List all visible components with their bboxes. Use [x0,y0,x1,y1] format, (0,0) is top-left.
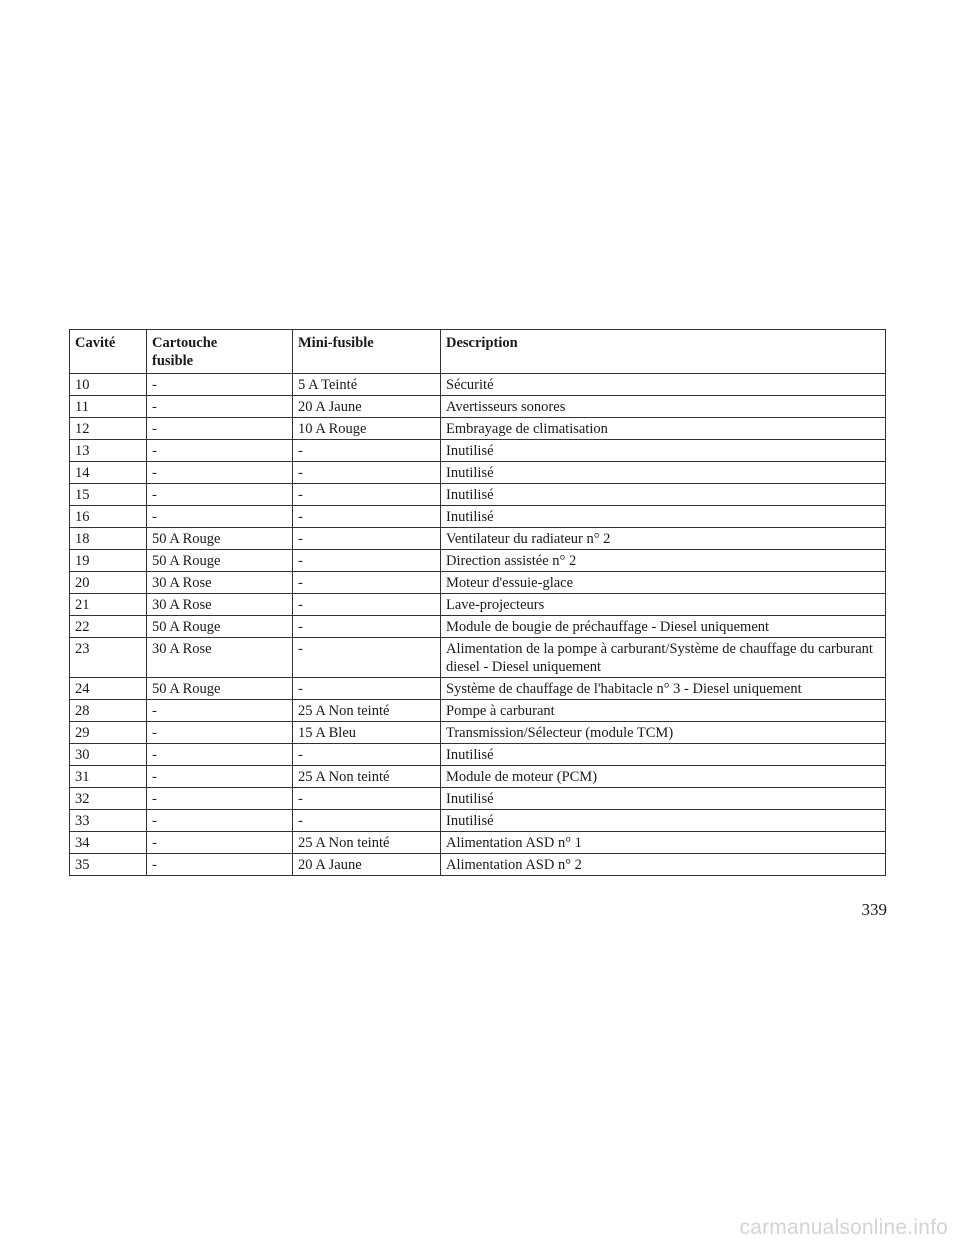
cell-mini-fuse: - [293,462,441,484]
header-cavity: Cavité [70,330,147,374]
cell-mini-fuse: 25 A Non teinté [293,832,441,854]
cell-cavity: 19 [70,550,147,572]
table-row [70,744,886,766]
cell-description: Moteur d'essuie-glace [441,572,886,594]
watermark: carmanualsonline.info [739,1216,948,1239]
cell-mini-fuse: - [293,810,441,832]
cell-description: Sécurité [441,374,886,396]
cell-description: Inutilisé [441,484,886,506]
cell-description: Alimentation ASD n° 2 [441,854,886,876]
cell-cavity: 31 [70,766,147,788]
cell-mini-fuse: - [293,484,441,506]
table-row [70,810,886,832]
cell-cartridge-fuse: - [147,374,293,396]
table-header-row [70,330,886,374]
cell-cartridge-fuse: - [147,506,293,528]
cell-mini-fuse: - [293,638,441,678]
cell-cartridge-fuse: - [147,788,293,810]
cell-cavity: 20 [70,572,147,594]
table-row [70,506,886,528]
cell-description: Embrayage de climatisation [441,418,886,440]
cell-mini-fuse: 25 A Non teinté [293,700,441,722]
cell-description: Pompe à carburant [441,700,886,722]
cell-mini-fuse: - [293,528,441,550]
cell-mini-fuse: 15 A Bleu [293,722,441,744]
cell-mini-fuse: - [293,572,441,594]
table-row [70,396,886,418]
cell-cartridge-fuse: 30 A Rose [147,594,293,616]
fuse-table [69,329,886,876]
cell-cartridge-fuse: - [147,766,293,788]
cell-cavity: 24 [70,678,147,700]
cell-cavity: 33 [70,810,147,832]
cell-cartridge-fuse: 50 A Rouge [147,616,293,638]
cell-mini-fuse: 5 A Teinté [293,374,441,396]
cell-description: Direction assistée n° 2 [441,550,886,572]
cell-cartridge-fuse: - [147,832,293,854]
table-row [70,440,886,462]
cell-cartridge-fuse: 50 A Rouge [147,528,293,550]
cell-cartridge-fuse: 50 A Rouge [147,550,293,572]
table-row [70,462,886,484]
cell-cartridge-fuse: - [147,744,293,766]
cell-description: Ventilateur du radiateur n° 2 [441,528,886,550]
cell-mini-fuse: - [293,678,441,700]
table-row [70,638,886,678]
cell-mini-fuse: - [293,788,441,810]
cell-description: Inutilisé [441,744,886,766]
cell-cavity: 18 [70,528,147,550]
cell-cavity: 34 [70,832,147,854]
cell-cavity: 14 [70,462,147,484]
table-row [70,572,886,594]
cell-cavity: 32 [70,788,147,810]
table-row [70,484,886,506]
cell-cartridge-fuse: - [147,418,293,440]
cell-cavity: 21 [70,594,147,616]
cell-description: Module de moteur (PCM) [441,766,886,788]
cell-cavity: 15 [70,484,147,506]
cell-mini-fuse: 25 A Non teinté [293,766,441,788]
table-row [70,374,886,396]
cell-description: Inutilisé [441,440,886,462]
cell-description: Inutilisé [441,788,886,810]
table-row [70,418,886,440]
table-row [70,854,886,876]
cell-mini-fuse: - [293,744,441,766]
table-row [70,528,886,550]
cell-cartridge-fuse: - [147,722,293,744]
cell-description: Module de bougie de préchauffage - Diesel uniquement [441,616,886,638]
table-row [70,832,886,854]
cell-mini-fuse: 20 A Jaune [293,396,441,418]
cell-description: Inutilisé [441,810,886,832]
cell-mini-fuse: - [293,506,441,528]
table-row [70,766,886,788]
header-mini-fuse: Mini-fusible [293,330,441,374]
cell-cavity: 35 [70,854,147,876]
cell-cavity: 28 [70,700,147,722]
cell-cartridge-fuse: - [147,484,293,506]
cell-mini-fuse: 20 A Jaune [293,854,441,876]
table-row [70,616,886,638]
cell-cavity: 11 [70,396,147,418]
cell-cavity: 23 [70,638,147,678]
table-row [70,678,886,700]
header-cartridge-fuse: Cartouche fusible [147,330,293,374]
table-row [70,788,886,810]
cell-cartridge-fuse: - [147,854,293,876]
table-row [70,594,886,616]
cell-cavity: 22 [70,616,147,638]
cell-cavity: 29 [70,722,147,744]
fuse-table-container [69,329,885,876]
cell-cartridge-fuse: 50 A Rouge [147,678,293,700]
cell-cartridge-fuse: 30 A Rose [147,638,293,678]
cell-cavity: 16 [70,506,147,528]
cell-cavity: 10 [70,374,147,396]
cell-description: Lave-projecteurs [441,594,886,616]
cell-cavity: 13 [70,440,147,462]
table-row [70,722,886,744]
table-body [70,374,886,876]
cell-description: Inutilisé [441,506,886,528]
cell-cartridge-fuse: - [147,700,293,722]
header-description: Description [441,330,886,374]
cell-mini-fuse: - [293,550,441,572]
cell-cartridge-fuse: - [147,462,293,484]
cell-cartridge-fuse: - [147,396,293,418]
table-row [70,700,886,722]
cell-description: Avertisseurs sonores [441,396,886,418]
page-number: 339 [861,900,887,919]
cell-description: Système de chauffage de l'habitacle n° 3 - Diesel uniquement [441,678,886,700]
cell-cartridge-fuse: - [147,810,293,832]
cell-cavity: 30 [70,744,147,766]
cell-mini-fuse: - [293,440,441,462]
cell-description: Inutilisé [441,462,886,484]
cell-cavity: 12 [70,418,147,440]
cell-description: Alimentation de la pompe à carburant/Système de chauffage du carburant diesel - Diesel uniquement [441,638,886,678]
table-row [70,550,886,572]
cell-description: Alimentation ASD n° 1 [441,832,886,854]
cell-description: Transmission/Sélecteur (module TCM) [441,722,886,744]
cell-mini-fuse: - [293,594,441,616]
cell-mini-fuse: 10 A Rouge [293,418,441,440]
cell-mini-fuse: - [293,616,441,638]
cell-cartridge-fuse: 30 A Rose [147,572,293,594]
cell-cartridge-fuse: - [147,440,293,462]
